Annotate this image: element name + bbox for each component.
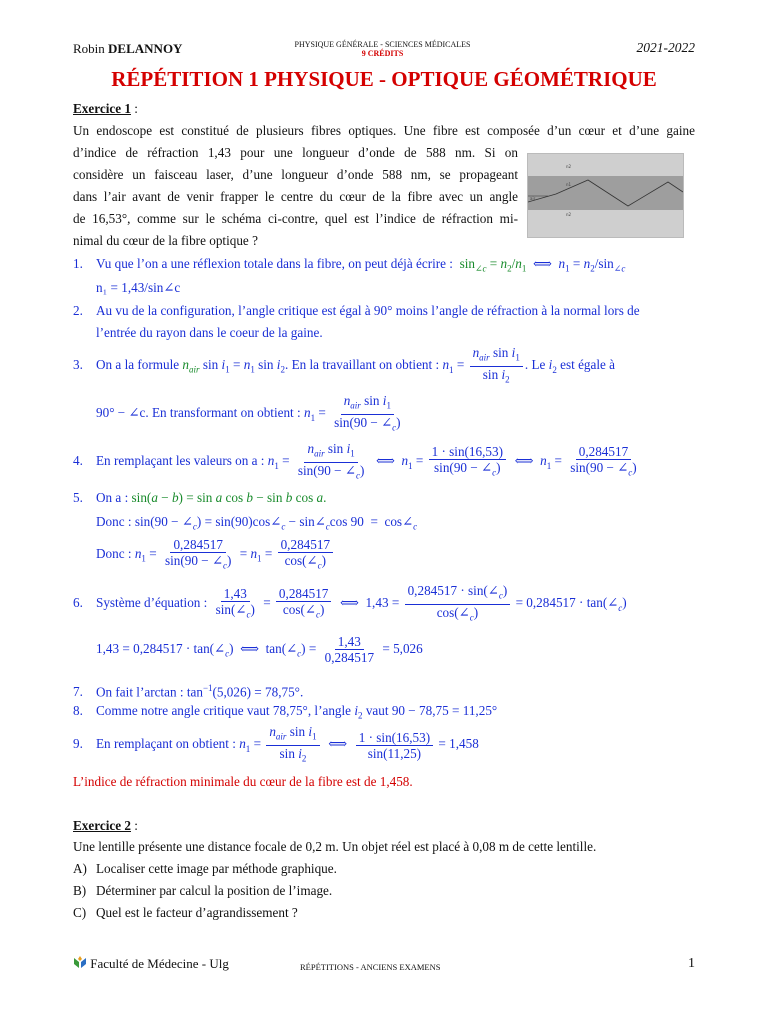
item-text: Quel est le facteur d’agrandissement ? <box>96 905 298 920</box>
frac-numerator: 1,43 <box>335 634 364 650</box>
fraction: $\frac{n_{air} \sin i_1}{\sin(90 - \angle_c)}$ <box>334 393 401 433</box>
frac-denominator: sin(11,25) <box>367 745 422 761</box>
step-2-line-1: Au vu de la configuration, l’angle critique est égal à 90° moins l’angle de réfraction à la normal lors de <box>96 303 640 318</box>
author-last-name: DELANNOY <box>108 41 183 56</box>
step-3: 3. On a la formule $n_{air}$ $\sin i_1 = n_1$ $\sin i_2$. En la travaillant on obtient : $n_1$ = $\frac{n_{air} \sin i_1}{\sin i_2}$ . Le $i_2$ est égale à <box>73 345 695 389</box>
step-7: 7. On fait l’arctan : $\tan^{-1}(5,026) = 78,75^\circ$. <box>73 677 695 703</box>
fraction: $\frac{0,284517}{\sin(90 - \angle_c)}$ <box>570 443 637 478</box>
statement-line: considère un faisceau laser, d’une longueur d’onde 588 nm, se propageant <box>73 167 518 182</box>
fraction: $\frac{1 \cdot \sin(16,53)}{\sin(90 - \angle_c)}$ <box>429 444 506 481</box>
core-label: n1 <box>566 182 572 187</box>
donc-label: Donc : <box>96 546 132 561</box>
step-3-formula: $n_{air}$ $\sin i_1 = n_1$ $\sin i_2$ <box>182 357 285 375</box>
step-6-line-2: $1,43 = 0,284517 \cdot \tan(\angle_c)$ ⟺ $\tan(\angle_c)$ = $\frac{1,43}{0,284517}$ = 5,026 <box>96 634 423 666</box>
fraction: $\frac{n_{air} \sin i_1}{\sin i_2}$ <box>470 345 523 387</box>
item-label: C) <box>73 905 87 920</box>
step-number: 9. <box>73 736 83 752</box>
fiber-diagram <box>527 153 684 238</box>
step-number: 6. <box>73 595 83 611</box>
snell-critical-formula: $\sin_{\angle c} = n_2/n_1$ <box>456 256 527 274</box>
fraction <box>322 634 377 665</box>
trig-identity: sin(a − b) = sin a cos b − sin b cos a. <box>131 490 327 505</box>
step-3-text-a: On a la formule <box>96 357 180 373</box>
statement-line: Un endoscope est constitué de plusieurs fibres optiques. Une fibre est composée d’un cœur et d’une gaine <box>73 123 695 138</box>
step-5 <box>73 487 695 509</box>
frac-numerator: 0,284517 <box>276 586 331 602</box>
exercise-2-title: Exercice 2 <box>73 818 131 833</box>
exercise-2-item-a <box>73 858 695 880</box>
frac-numerator: 0,284517 <box>170 537 225 553</box>
donc-label: Donc : <box>96 514 132 529</box>
fraction: $\frac{0,284517}{\cos(\angle_c)}$ <box>276 586 331 623</box>
step-1-text: Vu que l’on a une réflexion totale dans la fibre, on peut déjà écrire : <box>96 256 453 271</box>
page-number: 1 <box>688 956 695 971</box>
author-first-name: Robin <box>73 41 105 56</box>
frac-numerator: 0,284517 <box>576 444 631 460</box>
cladding-label-top: n2 <box>566 164 572 169</box>
frac-denominator: 0,284517 <box>324 650 375 666</box>
statement-line: nimal du cœur de la fibre optique ? <box>73 233 258 248</box>
equivalence-sign: ⟺ $n_1 = n_2/\sin_{\angle c}$ <box>529 256 626 274</box>
faculty-logo-icon <box>73 956 87 969</box>
course-header <box>260 40 505 58</box>
item-label: A) <box>73 861 87 876</box>
item-text: Déterminer par calcul la position de l’image. <box>96 883 333 898</box>
step-4-text: En remplaçant les valeurs on a : <box>96 453 265 469</box>
step-number: 7. <box>73 684 83 700</box>
step-3-line-2: 90° − ∠c. En transformant on obtient : $n_1$ = $\frac{n_{air} \sin i_1}{\sin(90 - \angle_c)}$ <box>96 393 695 437</box>
frac-numerator: 0,284517 <box>278 537 333 553</box>
step-6: 6. Système d’équation : $\frac{1,43}{\sin(\angle_c)}$ = $\frac{0,284517}{\cos(\angle_c)}$ ⟺ 1,43 = $\frac{0,284517 \cdot \sin(\angle_c)}{\cos(\angle_c)}$ = $0,284517 \cdot \tan(\angle_c)$ <box>73 583 695 627</box>
step-5-donc-1: Donc : $\sin(90 - \angle_c)$ = $\sin(90)\cos\angle_c$ − $\sin\angle_c\cos$ $90 = \cos\angle_c$ <box>96 514 418 532</box>
step-5-donc-2: Donc : $n_1$ = $\frac{0,284517}{\sin(90 - \angle_c)}$ = $n_1$ = $\frac{0,284517}{\cos(\angle_c)}$ <box>96 535 695 578</box>
statement-line: dans l’air avant de venir frapper le centre du cœur de la fibre avec un angle <box>73 189 518 204</box>
credits: 9 CRÉDITS <box>361 49 404 58</box>
exercise-1-title: Exercice 1 <box>73 101 131 116</box>
heading-colon: : <box>130 818 138 833</box>
step-8-text: Comme notre angle critique vaut 78,75°, l’angle <box>96 703 352 718</box>
step-7-text: On fait l’arctan : <box>96 684 184 700</box>
fraction: $\frac{n_{air} \sin i_1}{\sin(90 - \angle_c)}$ <box>297 441 365 481</box>
step-number: 5. <box>73 490 83 505</box>
exercise-2-heading <box>73 815 695 837</box>
statement-line: de 16,53°, comme sur le schéma ci-contre, quel est l’indice de réfraction mi- <box>73 211 518 226</box>
frac-numerator: 1 · sin(16,53) <box>356 730 433 746</box>
fraction <box>356 730 433 761</box>
step-4: 4. En remplaçant les valeurs on a : $n_1$ = $\frac{n_{air} \sin i_1}{\sin(90 - \angle_c)}$ ⟺ $n_1$ = $\frac{1 \cdot \sin(16,53)}{\sin(90 - \angle_c)}$ ⟺ $n_1$ = $\frac{0,284517}{\sin(90 - \angle_c)}$ <box>73 441 695 485</box>
course-line: PHYSIQUE GÉNÉRALE - SCIENCES MÉDICALES <box>294 40 471 49</box>
step-2-line-2: l’entrée du rayon dans le coeur de la gaine. <box>96 325 323 340</box>
step-6-text: Système d’équation : <box>96 595 208 611</box>
frac-numerator: 1 · sin(16,53) <box>429 444 506 460</box>
air-label: air <box>530 196 536 201</box>
step-number: 4. <box>73 453 83 469</box>
final-result: = 1,458 <box>438 736 479 752</box>
footer-faculty <box>73 956 229 972</box>
exercise-2-statement: Une lentille présente une distance focale de 0,2 m. Un objet réel est placé à 0,08 m de cette lentille. <box>73 839 597 854</box>
tan-result: = 5,026 <box>382 641 423 656</box>
author <box>73 41 182 57</box>
arctan-result: (5,026) = 78,75°. <box>212 684 304 700</box>
exercise-2-item-b <box>73 880 695 902</box>
fraction: $\frac{0,284517}{\sin(90 - \angle_c)}$ <box>164 536 232 571</box>
faculty-name: Faculté de Médecine - Ulg <box>90 956 229 971</box>
item-text: Localiser cette image par méthode graphique. <box>96 861 337 876</box>
exercise-1-conclusion: L’indice de réfraction minimale du cœur de la fibre est de 1,458. <box>73 774 413 789</box>
step-2 <box>73 300 695 322</box>
exercise-1-heading <box>73 98 695 120</box>
step-9: 9. En remplaçant on obtient : $n_1$ = $\frac{n_{air} \sin i_1}{\sin i_2}$ ⟺ $\frac{1 \cdot \sin(16,53)}{\sin(11,25)}$ = 1,458 <box>73 724 695 768</box>
step-3-text-d: est égale à <box>560 357 616 373</box>
page-title: RÉPÉTITION 1 PHYSIQUE - OPTIQUE GÉOMÉTRIQUE <box>111 67 657 91</box>
cladding-label-bottom: n2 <box>566 212 572 217</box>
step-3-line-2-text: 90° − ∠c. En transformant on obtient : <box>96 405 301 421</box>
item-label: B) <box>73 883 87 898</box>
academic-year: 2021-2022 <box>636 40 695 55</box>
step-number: 2. <box>73 303 83 318</box>
fraction: $\frac{0,284517 \cdot \sin(\angle_c)}{\cos(\angle_c)}$ <box>405 583 511 625</box>
step-5-text: On a : <box>96 490 129 505</box>
fiber-diagram-svg <box>528 154 683 237</box>
fraction: $\frac{n_{air} \sin i_1}{\sin i_2}$ <box>266 724 319 766</box>
step-number: 1. <box>73 256 83 271</box>
step-8-tail: vaut 90 − 78,75 = 11,25° <box>365 703 498 718</box>
heading-colon: : <box>130 101 138 116</box>
fraction: $\frac{1,43}{\sin(\angle_c)}$ <box>215 585 255 620</box>
footer-section: RÉPÉTITIONS - ANCIENS EXAMENS <box>300 962 441 972</box>
statement-line: d’indice de réfraction 1,43 pour une longueur d’onde de 588 nm. Si on <box>73 145 518 160</box>
exercise-2-item-c <box>73 902 695 924</box>
step-number: 8. <box>73 703 83 718</box>
step-8: 8. Comme notre angle critique vaut 78,75°, l’angle $i_2$ vaut 90 − 78,75 = 11,25° <box>73 700 695 727</box>
step-9-text: En remplaçant on obtient : <box>96 736 236 752</box>
frac-numerator: 1,43 <box>221 586 250 602</box>
fraction: $\frac{0,284517}{\cos(\angle_c)}$ <box>278 537 333 574</box>
step-3-text-c: . Le <box>524 357 546 373</box>
step-1 <box>73 253 695 280</box>
step-number: 3. <box>73 357 83 373</box>
step-3-text-b: . En la travaillant on obtient : <box>284 357 440 373</box>
step-1-result: n₁ = 1,43/sin∠c <box>96 280 181 295</box>
